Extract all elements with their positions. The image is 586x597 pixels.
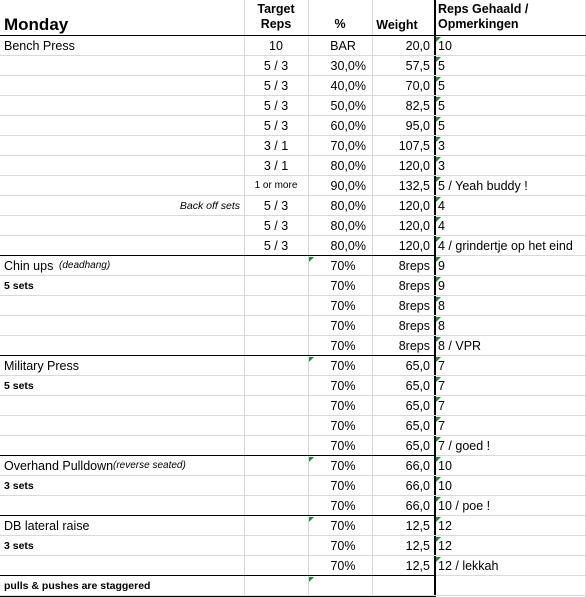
grid-line-horizontal [0, 295, 586, 296]
back-off-label: Back off sets [179, 200, 240, 212]
comment-indicator-icon [436, 77, 441, 82]
notes-cell[interactable]: 10 [438, 459, 452, 473]
notes-cell[interactable]: 10 [438, 479, 452, 493]
percent-cell: 70% [330, 399, 356, 413]
notes-cell[interactable]: 12 [438, 539, 452, 553]
target-reps-cell: 5 / 3 [263, 79, 289, 93]
comment-indicator-icon [309, 517, 314, 522]
exercise-name: Bench Press [4, 39, 75, 53]
notes-cell[interactable]: 9 [438, 259, 445, 273]
comment-indicator-icon [436, 337, 441, 342]
target-reps-cell: 3 / 1 [263, 139, 289, 153]
set-count: 3 sets [4, 540, 34, 552]
section-border [0, 455, 436, 456]
comment-indicator-icon [436, 137, 441, 142]
weight-cell: 70,0 [405, 79, 430, 93]
comment-indicator-icon [436, 257, 441, 262]
weight-cell: 8reps [398, 299, 430, 313]
weight-cell: 8reps [398, 339, 430, 353]
grid-line-horizontal [0, 495, 586, 496]
grid-line-horizontal [0, 375, 586, 376]
comment-indicator-icon [436, 37, 441, 42]
notes-cell[interactable]: 4 / grindertje op het eind [438, 239, 573, 253]
exercise-variant: (deadhang) [59, 260, 111, 271]
percent-cell: 70% [330, 339, 356, 353]
grid-line-horizontal [0, 415, 586, 416]
percent-cell: 70% [330, 519, 356, 533]
weight-cell: 57,5 [405, 59, 430, 73]
target-reps-cell: 5 / 3 [263, 239, 289, 253]
percent-cell: 70% [330, 279, 356, 293]
percent-cell: 90,0% [330, 179, 366, 193]
notes-cell[interactable]: 7 / goed ! [438, 439, 491, 453]
comment-indicator-icon [436, 377, 441, 382]
comment-indicator-icon [309, 457, 314, 462]
target-reps-cell: 5 / 3 [263, 59, 289, 73]
grid-line-horizontal [0, 395, 586, 396]
percent-cell: 40,0% [330, 79, 366, 93]
notes-cell[interactable]: 7 [438, 359, 445, 373]
comment-indicator-icon [436, 517, 441, 522]
percent-cell: 70% [330, 439, 356, 453]
set-count: 5 sets [4, 280, 34, 292]
target-reps-cell: 5 / 3 [263, 199, 289, 213]
comment-indicator-icon [436, 457, 441, 462]
comment-indicator-icon [436, 57, 441, 62]
weight-cell: 20,0 [405, 39, 430, 53]
comment-indicator-icon [436, 537, 441, 542]
target-reps-cell: 1 or more [254, 180, 298, 191]
exercise-name: Overhand Pulldown [4, 459, 114, 473]
weight-cell: 12,5 [405, 559, 430, 573]
comment-indicator-icon [436, 437, 441, 442]
percent-cell: 70% [330, 419, 356, 433]
notes-cell[interactable]: 12 / lekkah [438, 559, 499, 573]
notes-cell[interactable]: 7 [438, 379, 445, 393]
weight-cell: 66,0 [405, 459, 430, 473]
comment-indicator-icon [436, 177, 441, 182]
header-weight: Weight [376, 18, 418, 32]
comment-indicator-icon [436, 97, 441, 102]
percent-cell: 80,0% [330, 199, 366, 213]
grid-line-horizontal [0, 335, 586, 336]
weight-cell: 120,0 [398, 199, 430, 213]
percent-cell: 70% [330, 359, 356, 373]
weight-cell: 132,5 [398, 179, 430, 193]
header-notes: Reps Gehaald / Opmerkingen [438, 2, 529, 31]
notes-cell[interactable]: 5 / Yeah buddy ! [438, 179, 528, 193]
percent-cell: 70% [330, 459, 356, 473]
header-target-reps: Target Reps [257, 2, 295, 31]
weight-cell: 8reps [398, 259, 430, 273]
comment-indicator-icon [436, 317, 441, 322]
notes-cell[interactable]: 3 [438, 159, 445, 173]
exercise-name: Chin ups [4, 259, 54, 273]
percent-cell: 70% [330, 319, 356, 333]
percent-cell: 50,0% [330, 99, 366, 113]
notes-cell[interactable]: 8 / VPR [438, 339, 482, 353]
notes-cell[interactable]: 5 [438, 99, 445, 113]
percent-cell: BAR [330, 39, 356, 53]
target-reps-cell: 3 / 1 [263, 159, 289, 173]
comment-indicator-icon [436, 397, 441, 402]
notes-cell[interactable]: 7 [438, 419, 445, 433]
percent-cell: 70% [330, 299, 356, 313]
comment-indicator-icon [436, 237, 441, 242]
notes-cell[interactable]: 10 / poe ! [438, 499, 491, 513]
section-border [0, 575, 436, 576]
comment-indicator-icon [436, 357, 441, 362]
comment-indicator-icon [309, 577, 314, 582]
target-reps-cell: 10 [269, 39, 283, 53]
weight-cell: 65,0 [405, 439, 430, 453]
notes-cell[interactable]: 4 [438, 219, 445, 233]
comment-indicator-icon [436, 157, 441, 162]
comment-indicator-icon [436, 197, 441, 202]
comment-indicator-icon [309, 357, 314, 362]
notes-cell[interactable]: 8 [438, 319, 445, 333]
notes-cell[interactable]: 3 [438, 139, 445, 153]
percent-cell: 70% [330, 559, 356, 573]
weight-cell: 65,0 [405, 399, 430, 413]
weight-cell: 66,0 [405, 479, 430, 493]
percent-cell: 80,0% [330, 219, 366, 233]
comment-indicator-icon [436, 417, 441, 422]
set-count: pulls & pushes are staggered [4, 580, 151, 592]
weight-cell: 120,0 [398, 159, 430, 173]
percent-cell: 70% [330, 379, 356, 393]
comment-indicator-icon [309, 257, 314, 262]
weight-cell: 95,0 [405, 119, 430, 133]
comment-indicator-icon [436, 497, 441, 502]
percent-cell: 80,0% [330, 239, 366, 253]
weight-cell: 12,5 [405, 539, 430, 553]
notes-cell[interactable]: 9 [438, 279, 445, 293]
section-border [0, 515, 436, 516]
comment-indicator-icon [436, 117, 441, 122]
notes-cell[interactable]: 5 [438, 59, 445, 73]
percent-cell: 80,0% [330, 159, 366, 173]
percent-cell: 70% [330, 259, 356, 273]
weight-cell: 65,0 [405, 419, 430, 433]
set-count: 5 sets [4, 380, 34, 392]
weight-cell: 120,0 [398, 219, 430, 233]
set-count: 3 sets [4, 480, 34, 492]
weight-cell: 120,0 [398, 239, 430, 253]
weight-cell: 65,0 [405, 379, 430, 393]
notes-cell[interactable]: 10 [438, 39, 452, 53]
target-reps-cell: 5 / 3 [263, 219, 289, 233]
weight-cell: 12,5 [405, 519, 430, 533]
weight-cell: 82,5 [405, 99, 430, 113]
weight-cell: 65,0 [405, 359, 430, 373]
comment-indicator-icon [436, 477, 441, 482]
exercise-variant: (reverse seated) [113, 460, 186, 471]
target-reps-cell: 5 / 3 [263, 99, 289, 113]
section-border [0, 355, 436, 356]
section-border [0, 255, 436, 256]
percent-cell: 70% [330, 479, 356, 493]
day-title: Monday [4, 15, 69, 34]
weight-cell: 66,0 [405, 499, 430, 513]
comment-indicator-icon [436, 557, 441, 562]
notes-cell[interactable]: 8 [438, 299, 445, 313]
percent-cell: 70% [330, 499, 356, 513]
exercise-name: DB lateral raise [4, 519, 90, 533]
notes-cell[interactable]: 12 [438, 519, 452, 533]
grid-line-horizontal [0, 315, 586, 316]
weight-cell: 8reps [398, 319, 430, 333]
percent-cell: 70% [330, 539, 356, 553]
percent-cell: 70,0% [330, 139, 366, 153]
percent-cell: 30,0% [330, 59, 366, 73]
weight-cell: 8reps [398, 279, 430, 293]
comment-indicator-icon [436, 297, 441, 302]
header-percent: % [334, 17, 346, 31]
notes-cell[interactable]: 4 [438, 199, 445, 213]
comment-indicator-icon [436, 217, 441, 222]
grid-line-horizontal [0, 435, 586, 436]
notes-cell[interactable]: 5 [438, 79, 445, 93]
weight-cell: 107,5 [398, 139, 430, 153]
percent-cell: 60,0% [330, 119, 366, 133]
notes-cell[interactable]: 7 [438, 399, 445, 413]
notes-cell[interactable]: 5 [438, 119, 445, 133]
target-reps-cell: 5 / 3 [263, 119, 289, 133]
comment-indicator-icon [436, 277, 441, 282]
exercise-name: Military Press [4, 359, 80, 373]
